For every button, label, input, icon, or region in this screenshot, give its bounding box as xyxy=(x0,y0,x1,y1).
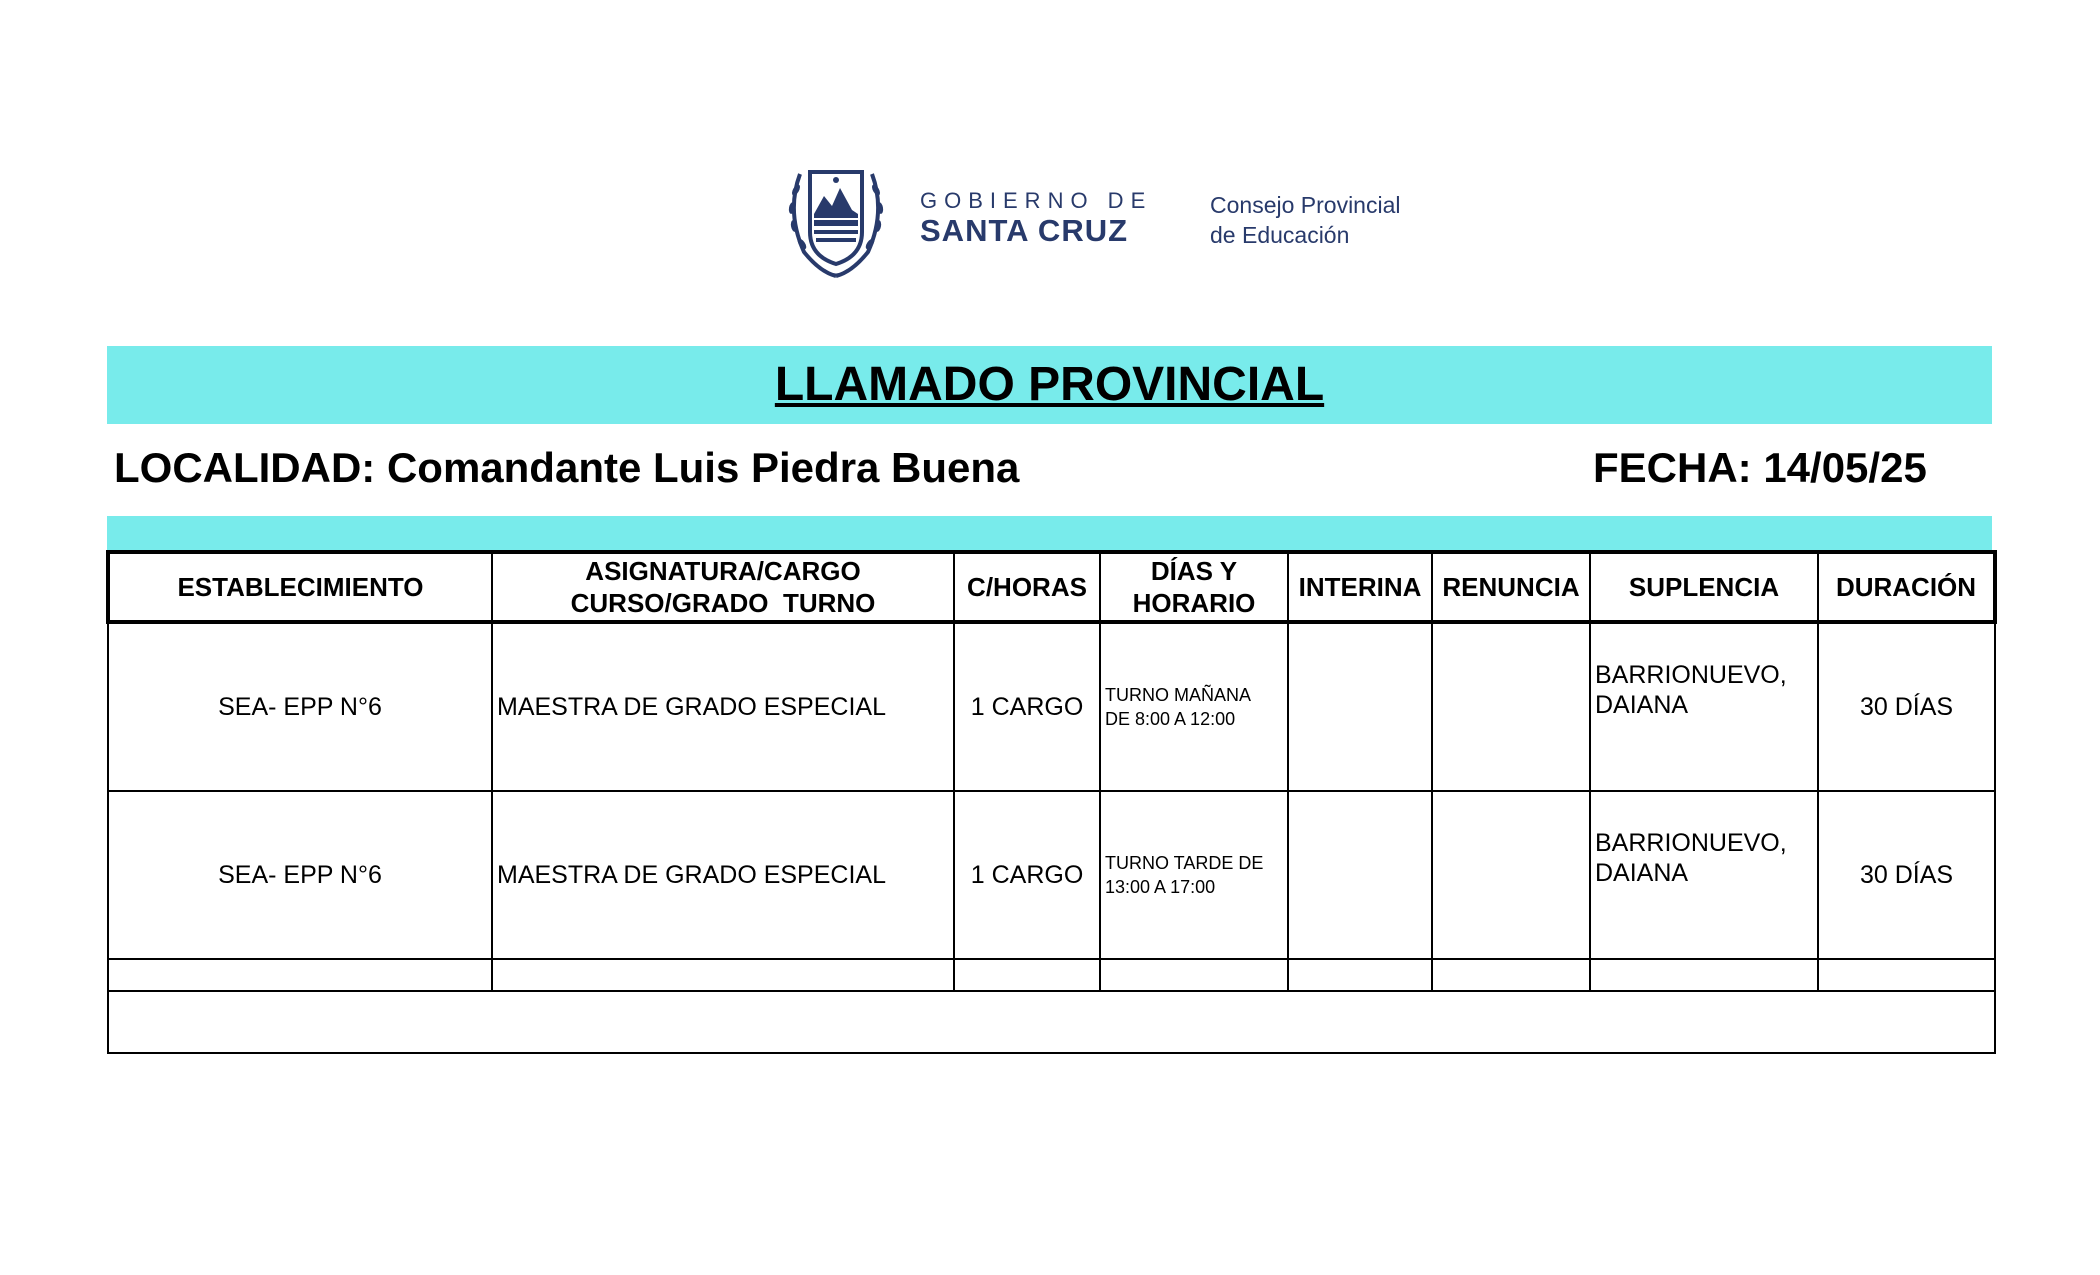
table-row xyxy=(108,622,1995,791)
header-dias-line-2: HORARIO xyxy=(1132,588,1256,618)
cell-horario xyxy=(1100,791,1288,959)
cell-renuncia xyxy=(1432,791,1590,959)
header-establecimiento: ESTABLECIMIENTO xyxy=(108,552,492,622)
empty-cell xyxy=(1288,959,1432,991)
empty-cell xyxy=(1818,959,1995,991)
cell-horas: 1 CARGO xyxy=(954,622,1100,791)
cell-horario-line-1: TURNO TARDE DE xyxy=(1105,853,1264,873)
council-line-1: Consejo Provincial xyxy=(1210,192,1401,218)
cell-horario xyxy=(1100,622,1288,791)
localidad-label: LOCALIDAD: Comandante Luis Piedra Buena xyxy=(114,444,1020,491)
page-title: LLAMADO PROVINCIAL xyxy=(774,358,1325,411)
government-name xyxy=(920,188,1152,248)
blank-merged-cell xyxy=(108,991,1995,1053)
header-asignatura-line-1: ASIGNATURA/CARGO xyxy=(585,556,861,586)
table-header-row xyxy=(108,552,1995,622)
header-renuncia: RENUNCIA xyxy=(1432,552,1590,622)
cell-duracion: 30 DÍAS xyxy=(1818,791,1995,959)
cell-interina xyxy=(1288,622,1432,791)
cell-horario-line-1: TURNO MAÑANA xyxy=(1105,685,1252,705)
header-duracion: DURACIÓN xyxy=(1818,552,1995,622)
cell-horario-line-2: 13:00 A 17:00 xyxy=(1105,877,1216,897)
cell-renuncia xyxy=(1432,622,1590,791)
government-line-2: SANTA CRUZ xyxy=(920,213,1129,248)
header-asignatura xyxy=(492,552,954,622)
empty-cell xyxy=(1590,959,1818,991)
cell-horario-line-2: DE 8:00 A 12:00 xyxy=(1105,709,1236,729)
title-band xyxy=(107,346,1992,424)
cell-asignatura: MAESTRA DE GRADO ESPECIAL xyxy=(492,791,954,959)
cell-establecimiento: SEA- EPP N°6 xyxy=(108,622,492,791)
empty-cell xyxy=(1432,959,1590,991)
council-name xyxy=(1210,190,1400,250)
header-dias-line-1: DÍAS Y xyxy=(1150,556,1238,586)
council-line-2: de Educación xyxy=(1210,222,1350,248)
table-row xyxy=(108,791,1995,959)
header-dias xyxy=(1100,552,1288,622)
empty-cell xyxy=(1100,959,1288,991)
cell-suplencia-line-1: BARRIONUEVO, xyxy=(1595,829,1787,857)
cell-suplencia-line-2: DAIANA xyxy=(1595,859,1689,887)
cell-suplencia-line-1: BARRIONUEVO, xyxy=(1595,661,1787,689)
cell-horas: 1 CARGO xyxy=(954,791,1100,959)
separator-band xyxy=(107,516,1992,551)
coat-of-arms-icon xyxy=(780,152,892,282)
table-row-blank xyxy=(108,991,1995,1053)
government-line-1: GOBIERNO DE xyxy=(920,188,1153,213)
cell-establecimiento: SEA- EPP N°6 xyxy=(108,791,492,959)
cell-suplencia-line-2: DAIANA xyxy=(1595,691,1689,719)
cell-suplencia xyxy=(1590,622,1818,791)
cell-interina xyxy=(1288,791,1432,959)
fecha-label: FECHA: 14/05/25 xyxy=(1593,444,1927,491)
header-horas: C/HORAS xyxy=(954,552,1100,622)
table-row-empty xyxy=(108,959,1995,991)
header-interina: INTERINA xyxy=(1288,552,1432,622)
cell-suplencia xyxy=(1590,791,1818,959)
cell-asignatura: MAESTRA DE GRADO ESPECIAL xyxy=(492,622,954,791)
header-suplencia: SUPLENCIA xyxy=(1590,552,1818,622)
header-logo-block xyxy=(780,152,1460,282)
header-asignatura-line-2: CURSO/GRADO TURNO xyxy=(570,588,876,618)
cell-duracion: 30 DÍAS xyxy=(1818,622,1995,791)
empty-cell xyxy=(108,959,492,991)
empty-cell xyxy=(954,959,1100,991)
positions-table xyxy=(106,550,1997,1054)
empty-cell xyxy=(492,959,954,991)
